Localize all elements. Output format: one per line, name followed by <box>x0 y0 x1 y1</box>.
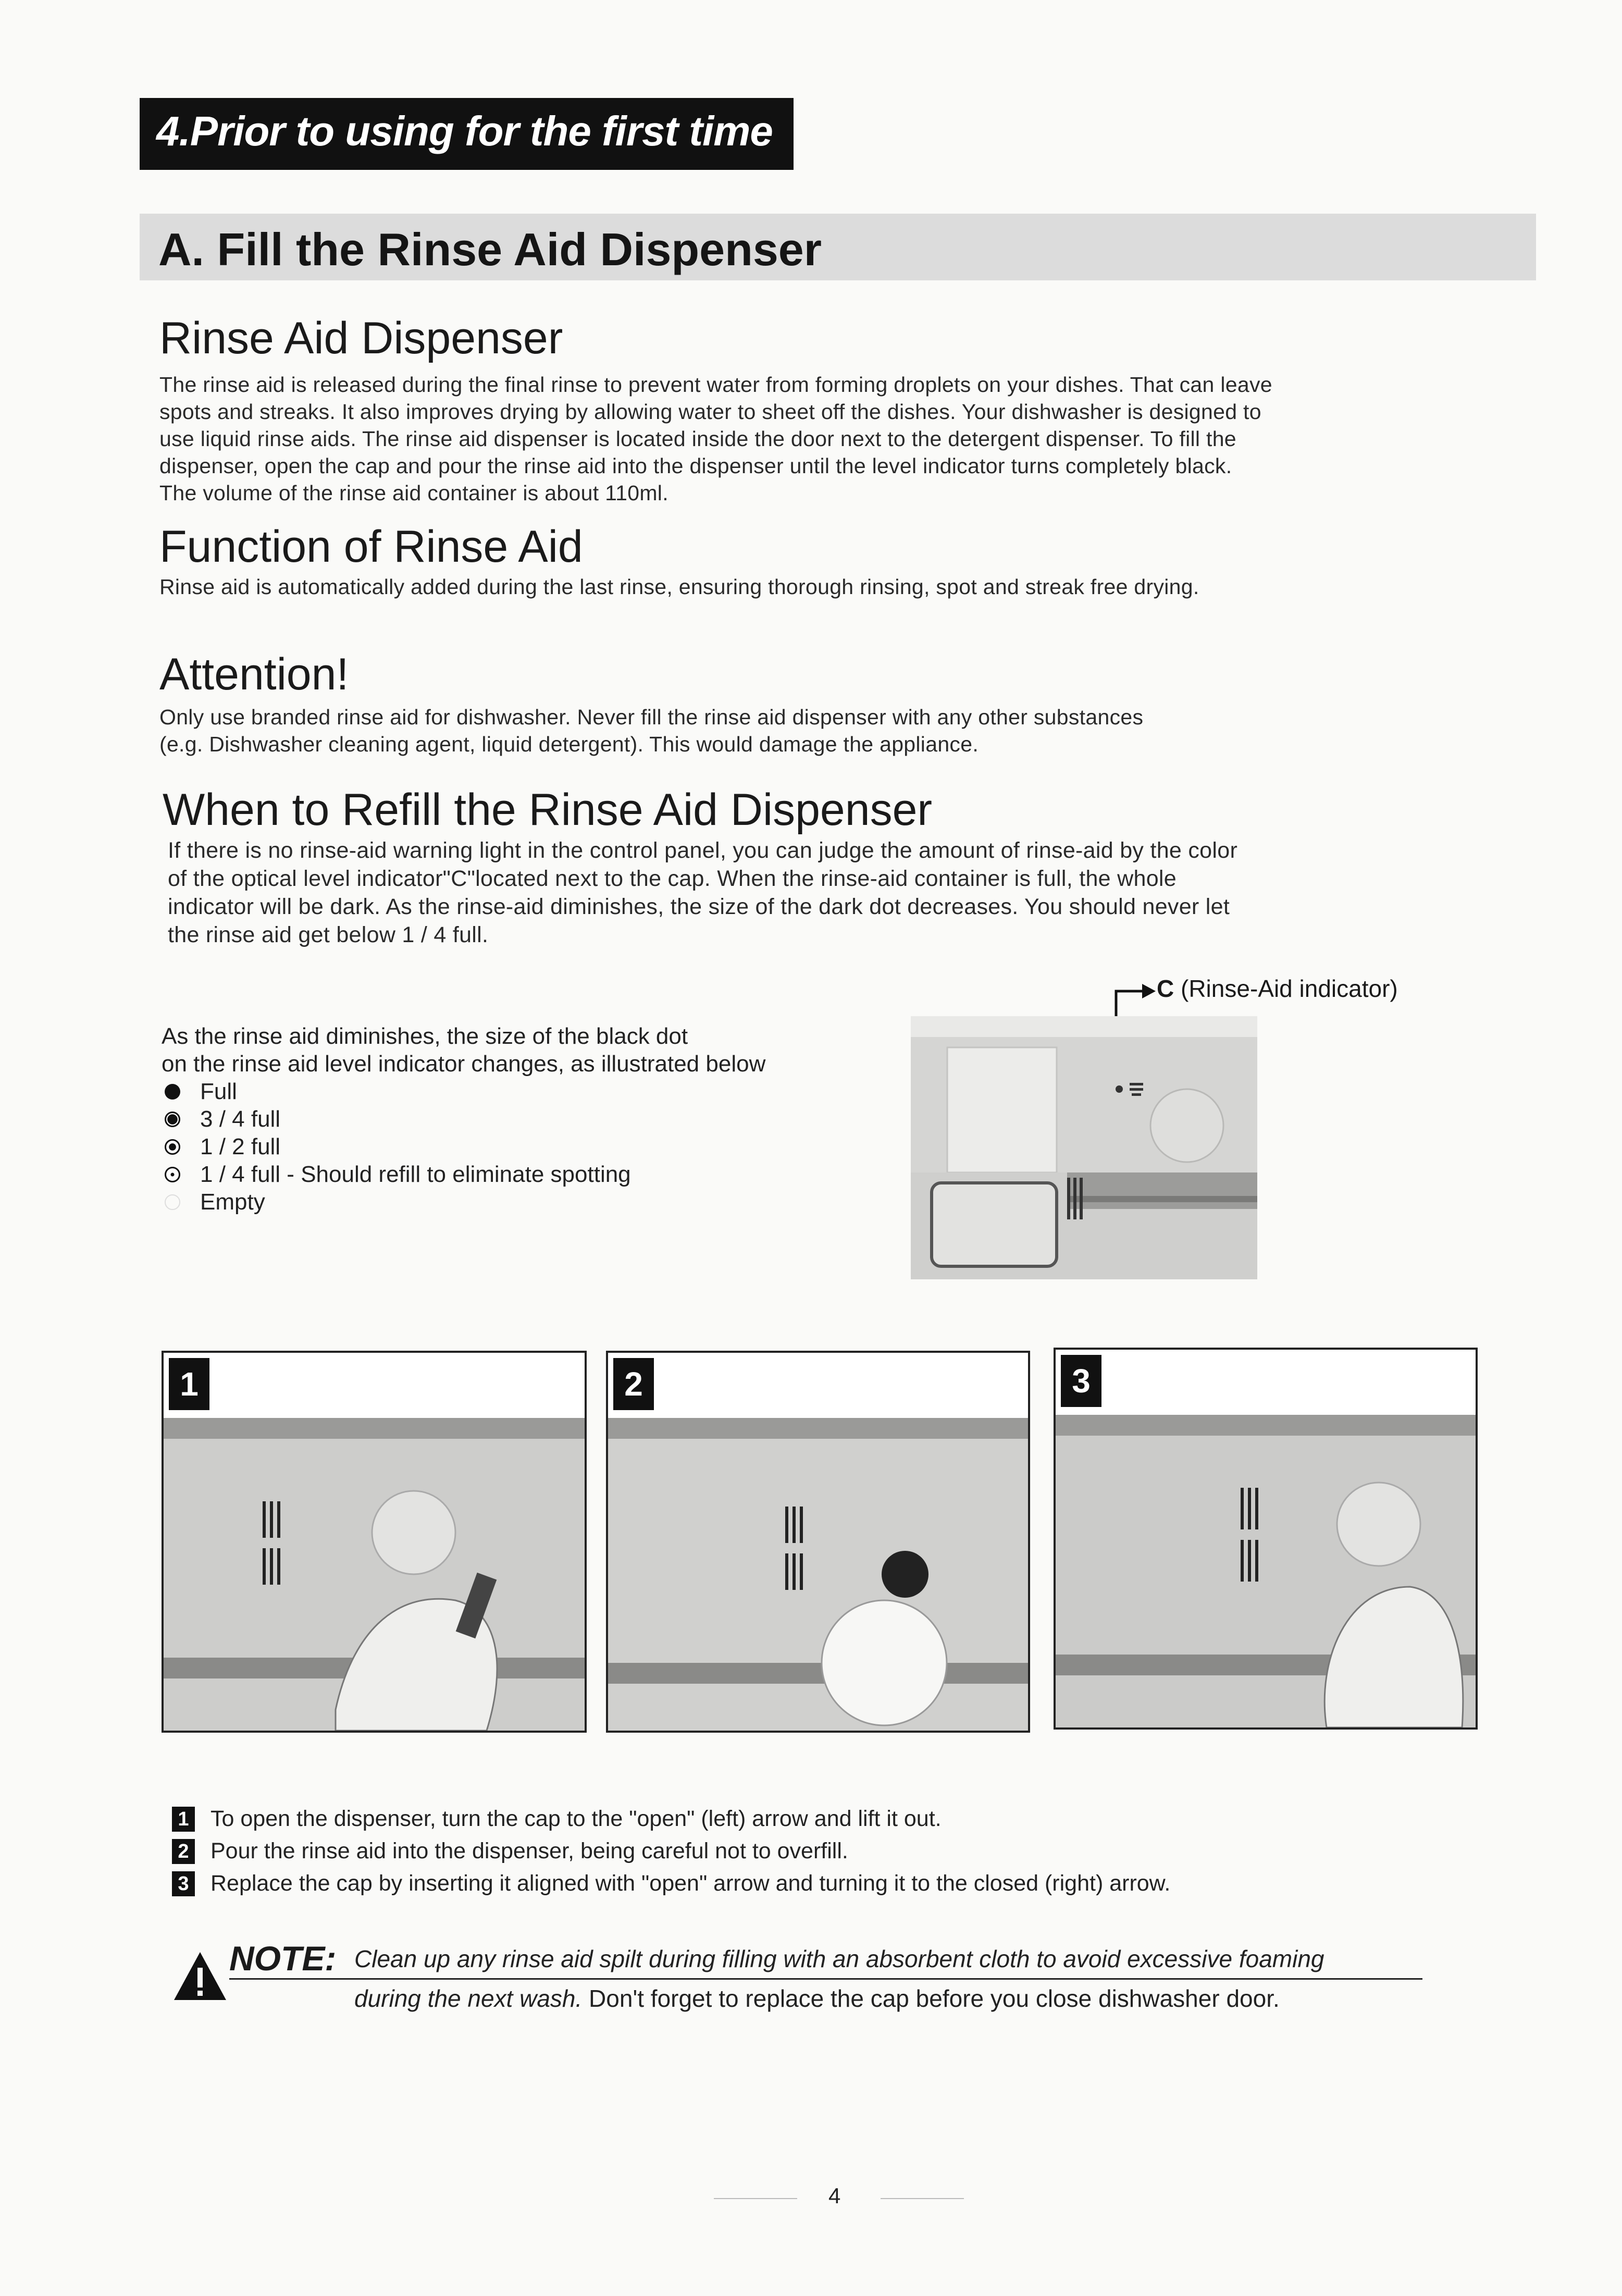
heading-rinse-aid-dispenser: Rinse Aid Dispenser <box>159 313 563 363</box>
legend-item-half: 1 / 2 full <box>162 1133 765 1161</box>
legend-item-empty: Empty <box>162 1188 765 1216</box>
dispenser-illustration <box>911 1016 1257 1279</box>
instruction-1-text: To open the dispenser, turn the cap to the "open" (left) arrow and lift it out. <box>211 1806 942 1831</box>
step-2-number: 2 <box>613 1358 654 1410</box>
legend-intro: on the rinse aid level indicator changes, as illustrated below <box>162 1051 766 1077</box>
instruction-3-text: Replace the cap by inserting it aligned with "open" arrow and turning it to the closed (right) arrow. <box>211 1871 1171 1896</box>
dispenser-photo <box>911 1016 1257 1279</box>
warning-icon <box>172 1950 228 2002</box>
instruction-3-badge: 3 <box>172 1871 195 1896</box>
step-3-illustration <box>1056 1415 1476 1727</box>
text-line: of the optical level indicator"C"located next to the cap. When the rinse-aid container is full, the whole <box>168 866 1177 891</box>
legend-item-quarter: 1 / 4 full - Should refill to eliminate spotting <box>162 1161 765 1188</box>
text-line: indicator will be dark. As the rinse-aid diminishes, the size of the dark dot decreases. You should never let <box>168 894 1230 919</box>
text-line: If there is no rinse-aid warning light in the control panel, you can judge the amount of rinse-aid by the color <box>168 838 1238 863</box>
note-line-2: during the next wash. Don't forget to replace the cap before you close dishwasher door. <box>354 1985 1280 2012</box>
step-2-illustration <box>608 1418 1028 1731</box>
text-line: dispenser, open the cap and pour the rinse aid into the dispenser until the level indicator turns completely black. <box>159 454 1232 478</box>
text-line: use liquid rinse aids. The rinse aid dispenser is located inside the door next to the detergent dispenser. To fill the <box>159 427 1236 451</box>
note-line-1: Clean up any rinse aid spilt during filling with an absorbent cloth to avoid excessive foaming <box>354 1945 1324 1972</box>
text-line: Only use branded rinse aid for dishwasher. Never fill the rinse aid dispenser with any other substances <box>159 705 1144 729</box>
paragraph-attention <box>159 703 1452 758</box>
note-underline <box>229 1978 1422 1980</box>
instruction-2-text: Pour the rinse aid into the dispenser, being careful not to overfill. <box>211 1838 848 1863</box>
instruction-1-badge: 1 <box>172 1807 195 1832</box>
step-1-panel <box>162 1351 587 1733</box>
indicator-letter: C <box>1157 975 1174 1002</box>
instruction-2-badge: 2 <box>172 1839 195 1864</box>
heading-refill: When to Refill the Rinse Aid Dispenser <box>163 785 933 835</box>
legend-item-three-quarter: 3 / 4 full <box>162 1105 765 1133</box>
half-dot-icon <box>165 1139 180 1155</box>
chapter-title: 4.Prior to using for the first time <box>156 108 773 154</box>
text-line: (e.g. Dishwasher cleaning agent, liquid detergent). This would damage the appliance. <box>159 732 979 756</box>
paragraph-rinse-aid-dispenser <box>159 371 1452 507</box>
text-line: The volume of the rinse aid container is about 110ml. <box>159 481 668 505</box>
indicator-text: (Rinse-Aid indicator) <box>1181 975 1398 1002</box>
indicator-label <box>1157 974 1398 1003</box>
section-title: A. Fill the Rinse Aid Dispenser <box>158 224 822 275</box>
text-line: the rinse aid get below 1 / 4 full. <box>168 922 489 947</box>
full-dot-icon <box>165 1084 180 1100</box>
text-line: spots and streaks. It also improves drying by allowing water to sheet off the dishes. Your dishwasher is designed to <box>159 400 1261 424</box>
section-header <box>140 214 1536 280</box>
instruction-2 <box>172 1838 848 1864</box>
quarter-dot-icon <box>165 1167 180 1182</box>
level-legend <box>162 1022 765 1216</box>
empty-dot-icon <box>165 1194 180 1210</box>
three-quarter-dot-icon <box>165 1112 180 1127</box>
paragraph-function: Rinse aid is automatically added during the last rinse, ensuring thorough rinsing, spot and streak free drying. <box>159 575 1199 599</box>
note-label: NOTE: <box>229 1939 337 1978</box>
page-rule-right <box>881 2198 964 2199</box>
legend-item-full: Full <box>162 1078 765 1105</box>
heading-attention: Attention! <box>159 649 349 699</box>
step-2-panel <box>606 1351 1030 1733</box>
paragraph-refill <box>168 836 1460 949</box>
text-line: The rinse aid is released during the final rinse to prevent water from forming droplets on your dishes. That can leave <box>159 373 1272 397</box>
page-rule-left <box>714 2198 797 2199</box>
instruction-1 <box>172 1806 942 1832</box>
legend-intro: As the rinse aid diminishes, the size of the black dot <box>162 1023 688 1049</box>
note-block <box>172 1939 1475 2017</box>
chapter-header <box>140 98 794 170</box>
step-1-illustration <box>164 1418 585 1731</box>
instruction-3 <box>172 1871 1170 1896</box>
heading-function: Function of Rinse Aid <box>159 522 583 572</box>
step-1-number: 1 <box>169 1358 209 1410</box>
step-3-number: 3 <box>1061 1355 1101 1407</box>
step-3-panel <box>1054 1348 1478 1730</box>
page-number: 4 <box>828 2183 841 2208</box>
